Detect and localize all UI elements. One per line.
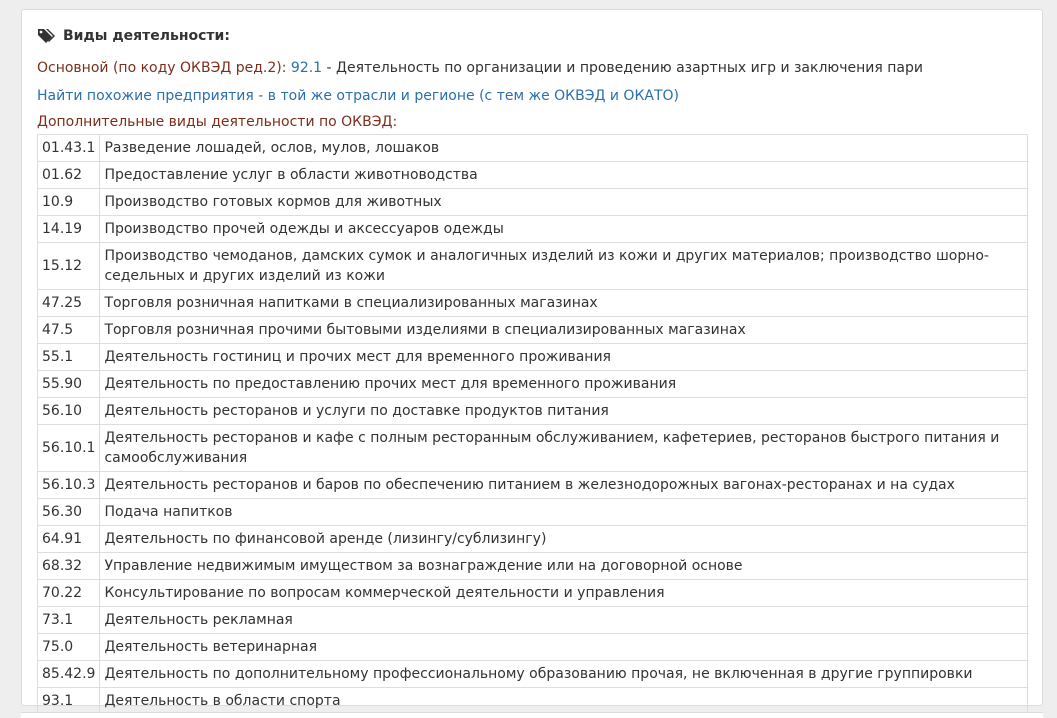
main-activity (37, 60, 923, 76)
activity-code: 73.1 (38, 607, 100, 634)
find-similar-link[interactable]: Найти похожие предприятия - в той же отрасли и регионе (с тем же ОКВЭД и ОКАТО) (37, 88, 679, 104)
additional-activities-label: Дополнительные виды деятельности по ОКВЭД: (37, 114, 398, 130)
activity-name: Производство готовых кормов для животных (100, 189, 1028, 216)
activity-name: Деятельность ресторанов и баров по обеспечению питанием в железнодорожных вагонах-ресторанах и на судах (100, 472, 1028, 499)
activity-row (38, 317, 1028, 344)
activity-code: 56.30 (38, 499, 100, 526)
next-panel-edge (21, 712, 1043, 718)
activity-code: 56.10 (38, 398, 100, 425)
activity-code: 55.90 (38, 371, 100, 398)
activity-code: 70.22 (38, 580, 100, 607)
activity-name: Управление недвижимым имуществом за вознаграждение или на договорной основе (100, 553, 1028, 580)
activity-code: 10.9 (38, 189, 100, 216)
activity-row (38, 688, 1028, 715)
activity-name: Торговля розничная напитками в специализированных магазинах (100, 290, 1028, 317)
main-activity-description: - Деятельность по организации и проведению азартных игр и заключения пари (322, 60, 923, 76)
activity-code: 55.1 (38, 344, 100, 371)
activities-table (37, 134, 1028, 715)
main-activity-label: Основной (по коду ОКВЭД ред.2): (37, 60, 291, 76)
activity-name: Деятельность по предоставлению прочих мест для временного проживания (100, 371, 1028, 398)
main-activity-code-link[interactable]: 92.1 (290, 60, 323, 76)
activity-row (38, 607, 1028, 634)
activity-code: 64.91 (38, 526, 100, 553)
activity-name: Деятельность рекламная (100, 607, 1028, 634)
activity-name: Деятельность ресторанов и кафе с полным ресторанным обслуживанием, кафетериев, ресторанов быстрого питания и самообслуживания (100, 425, 1028, 472)
tags-icon (37, 27, 59, 45)
activity-name: Консультирование по вопросам коммерческой деятельности и управления (100, 580, 1028, 607)
activity-row (38, 553, 1028, 580)
activity-row (38, 243, 1028, 290)
activity-code: 56.10.3 (38, 472, 100, 499)
activity-row (38, 472, 1028, 499)
activity-name: Подача напитков (100, 499, 1028, 526)
activity-row (38, 526, 1028, 553)
activity-name: Разведение лошадей, ослов, мулов, лошаков (100, 135, 1028, 162)
activity-code: 75.0 (38, 634, 100, 661)
activity-name: Производство прочей одежды и аксессуаров одежды (100, 216, 1028, 243)
activities-panel (21, 9, 1043, 709)
activity-name: Деятельность ресторанов и услуги по доставке продуктов питания (100, 398, 1028, 425)
activity-row (38, 162, 1028, 189)
activity-name: Деятельность ветеринарная (100, 634, 1028, 661)
activity-code: 85.42.9 (38, 661, 100, 688)
activity-name: Деятельность в области спорта (100, 688, 1028, 715)
activity-name: Деятельность по финансовой аренде (лизингу/сублизингу) (100, 526, 1028, 553)
activity-row (38, 580, 1028, 607)
activity-code: 56.10.1 (38, 425, 100, 472)
activity-name: Предоставление услуг в области животноводства (100, 162, 1028, 189)
activity-code: 14.19 (38, 216, 100, 243)
activity-code: 47.5 (38, 317, 100, 344)
activity-row (38, 189, 1028, 216)
activity-name: Торговля розничная прочими бытовыми изделиями в специализированных магазинах (100, 317, 1028, 344)
activity-name: Деятельность гостиниц и прочих мест для временного проживания (100, 344, 1028, 371)
activity-code: 01.43.1 (38, 135, 100, 162)
activity-row (38, 425, 1028, 472)
activity-code: 68.32 (38, 553, 100, 580)
section-title: Виды деятельности: (63, 28, 230, 44)
activity-code: 47.25 (38, 290, 100, 317)
activity-name: Производство чемоданов, дамских сумок и аналогичных изделий из кожи и других материалов; производство шорно-седельных и других изделий из кожи (100, 243, 1028, 290)
activity-row (38, 216, 1028, 243)
activity-row (38, 290, 1028, 317)
activity-name: Деятельность по дополнительному профессиональному образованию прочая, не включенная в другие группировки (100, 661, 1028, 688)
activity-row (38, 135, 1028, 162)
activity-row (38, 398, 1028, 425)
activity-row (38, 634, 1028, 661)
activity-code: 15.12 (38, 243, 100, 290)
activity-row (38, 371, 1028, 398)
activity-code: 93.1 (38, 688, 100, 715)
activity-code: 01.62 (38, 162, 100, 189)
activity-row (38, 499, 1028, 526)
activity-row (38, 661, 1028, 688)
activity-row (38, 344, 1028, 371)
section-header (37, 25, 230, 47)
